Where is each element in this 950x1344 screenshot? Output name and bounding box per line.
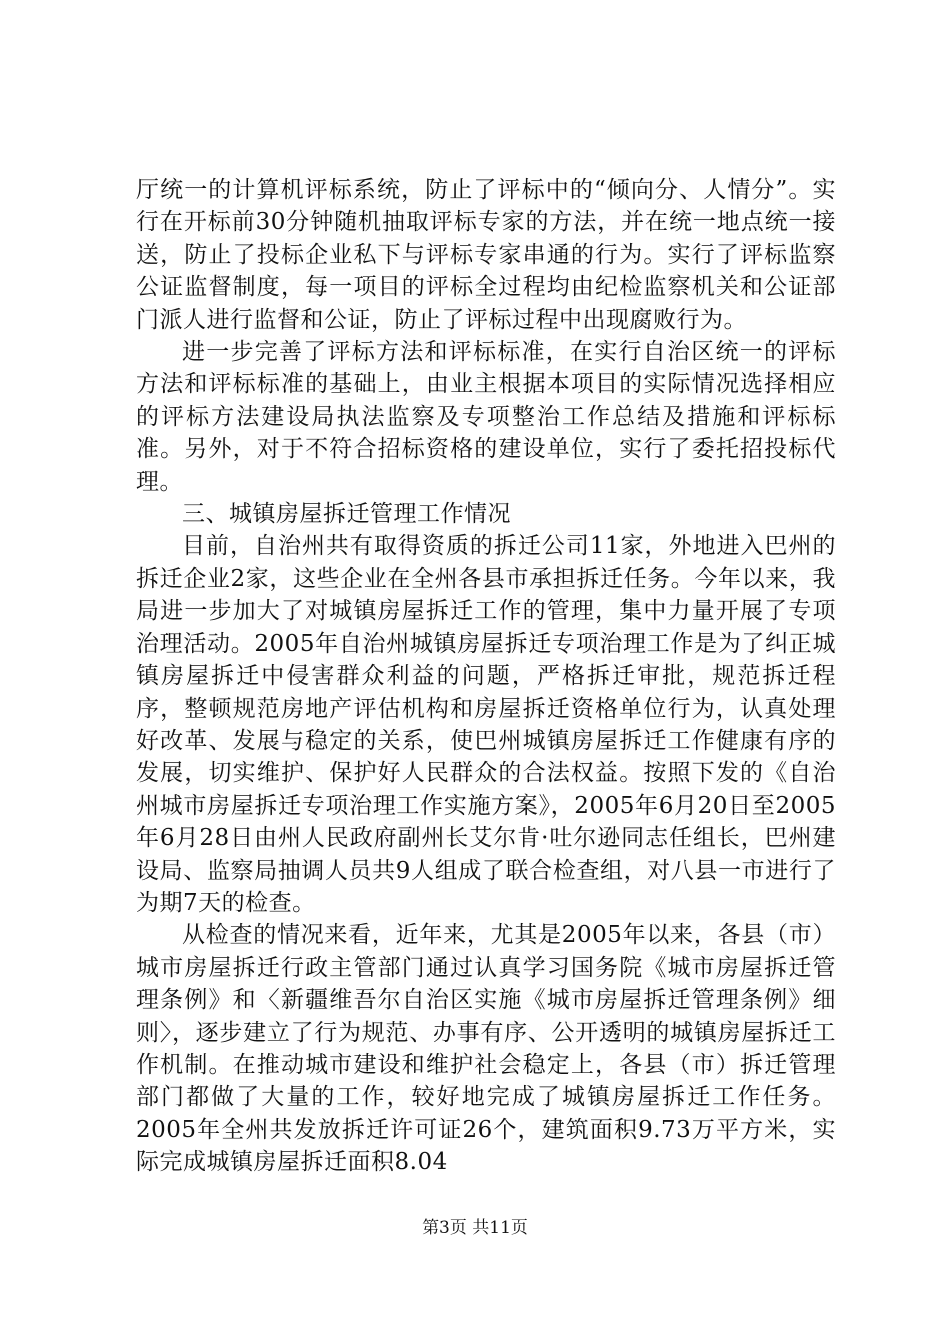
- paragraph-continuation: 厅统一的计算机评标系统，防止了评标中的“倾向分、人情分”。实行在开标前30分钟随机抽取评标专家的方法，并在统一地点统一接送，防止了投标企业私下与评标专家串通的行为。实行了评标监察公证监督制度，每一项目的评标全过程均由纪检监察机关和公证部门派人进行监督和公证，防止了评标过程中出现腐败行为。: [136, 177, 836, 333]
- section-heading: 三、城镇房屋拆迁管理工作情况: [182, 501, 511, 528]
- page-footer: 第3页 共11页: [422, 1218, 528, 1238]
- paragraph-evaluation-methods: 进一步完善了评标方法和评标标准，在实行自治区统一的评标方法和评标标准的基础上，由业主根据本项目的实际情况选择相应的评标方法建设局执法监察及专项整治工作总结及措施和评标标准。另外，对于不符合招标资格的建设单位，实行了委托招投标代理。: [136, 339, 836, 495]
- document-body: [136, 174, 836, 1179]
- paragraph-demolition-overview: 目前，自治州共有取得资质的拆迁公司11家，外地进入巴州的拆迁企业2家，这些企业在全州各县市承担拆迁任务。今年以来，我局进一步加大了对城镇房屋拆迁工作的管理，集中力量开展了专项治理活动。2005年自治州城镇房屋拆迁专项治理工作是为了纠正城镇房屋拆迁中侵害群众利益的问题，严格拆迁审批，规范拆迁程序，整顿规范房地产评估机构和房屋拆迁资格单位行为，认真处理好改革、发展与稳定的关系，使巴州城镇房屋拆迁工作健康有序的发展，切实维护、保护好人民群众的合法权益。按照下发的《自治州城市房屋拆迁专项治理工作实施方案》，2005年6月20日至2005年6月28日由州人民政府副州长艾尔肯·吐尔逊同志任组长，巴州建设局、监察局抽调人员共9人组成了联合检查组，对八县一市进行了为期7天的检查。: [136, 533, 836, 916]
- paragraph-inspection-results: 从检查的情况来看，近年来，尤其是2005年以来，各县（市）城市房屋拆迁行政主管部门通过认真学习国务院《城市房屋拆迁管理条例》和〈新疆维吾尔自治区实施《城市房屋拆迁管理条例》细则〉，逐步建立了行为规范、办事有序、公开透明的城镇房屋拆迁工作机制。在推动城市建设和维护社会稳定上，各县（市）拆迁管理部门都做了大量的工作，较好地完成了城镇房屋拆迁工作任务。2005年全州共发放拆迁许可证26个，建筑面积9.73万平方米，实际完成城镇房屋拆迁面积8.04: [136, 922, 836, 1176]
